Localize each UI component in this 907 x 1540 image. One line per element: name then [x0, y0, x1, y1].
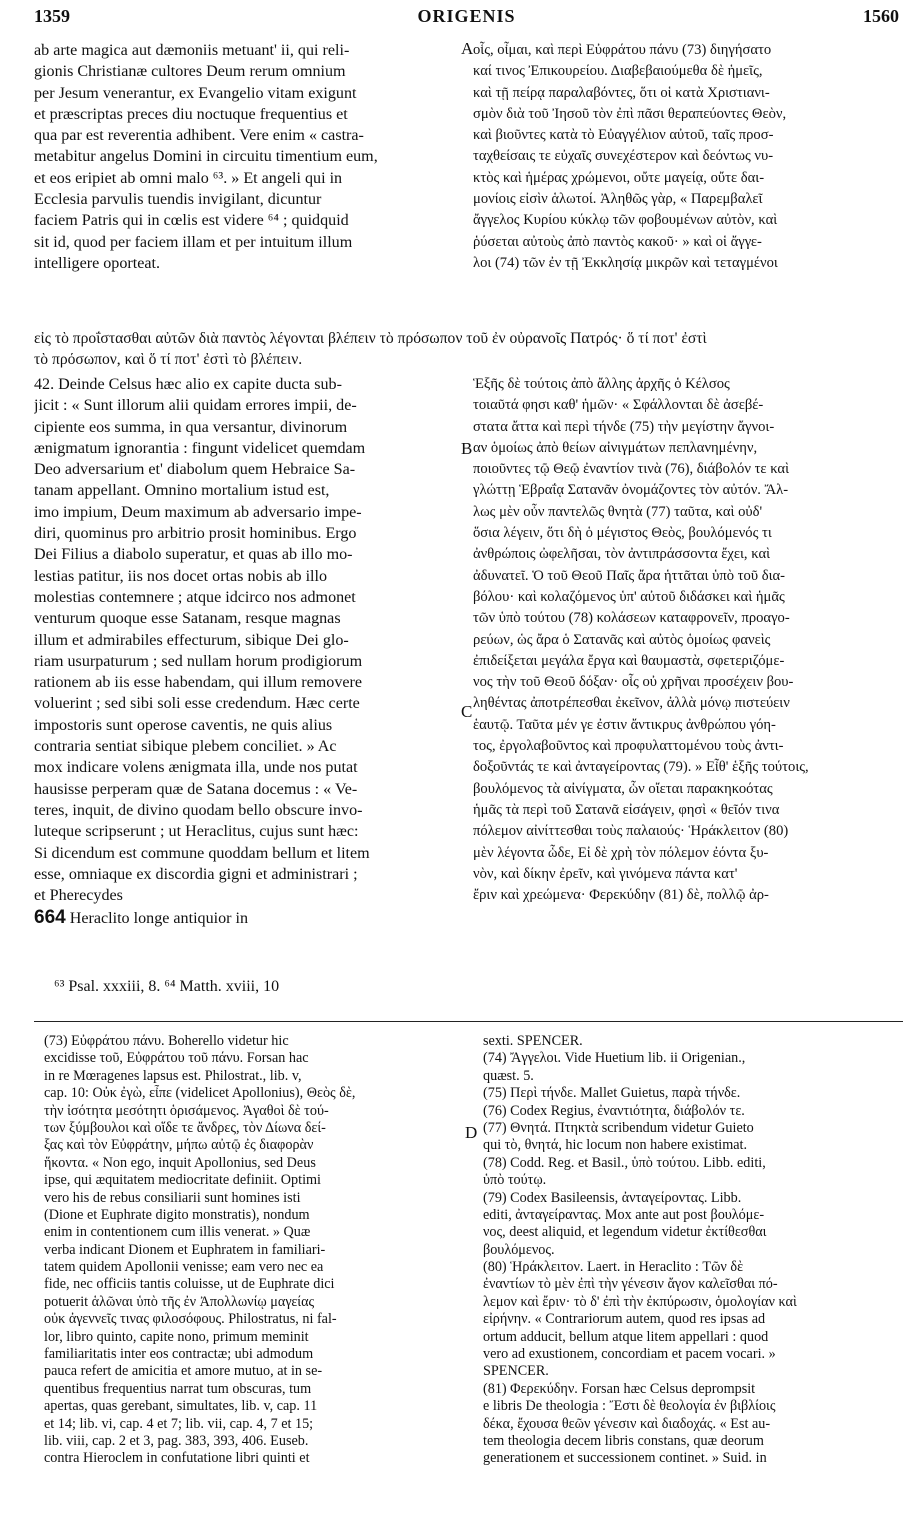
text-line: fide, nec officiis tantis coluisse, ut de Euphrate dici [44, 1276, 335, 1293]
text-line: impostoris sunt operose caventis, ne quis alius [34, 716, 333, 734]
text-line: ἐπιδείξεται μεγάλα ἔργα καὶ θαυμαστὰ, σφετεριζόμε- [473, 652, 785, 669]
text-line: των ξύμβουλοι καὶ οἵδε τε ἄνδρες, τὸν Δίωνα δεί- [44, 1119, 326, 1136]
text-line: οἷς, οἶμαι, καὶ περὶ Εὐφράτου πάνυ (73) διηγήσατο [473, 42, 772, 58]
text-line: τὸ πρόσωπον, καὶ ὅ τί ποτ' ἐστὶ τὸ βλέπειν. [34, 351, 303, 368]
text-line: contraria sentiat sibique plebem conciliet. » Ac [34, 738, 337, 756]
text-line: quentibus frequentius narrat tum obscuras, tum [44, 1380, 312, 1397]
text-line: tatem quidem Apollonii venisse; eam vero nec ea [44, 1259, 324, 1276]
text-line: intelligere oporteat. [34, 254, 161, 272]
notes-left-column [44, 1033, 454, 1468]
text-line: ὅσια λέγειν, ὅτι δὴ ὁ μέγιστος Θεὸς, βουλόμενός τι [473, 525, 772, 542]
text-line: ληθέντας ἀποτρέπεσθαι ἐκεῖνον, ἀλλὰ μόνῳ πιστεύειν [473, 695, 790, 712]
text-line: καὶ βιοῦντες κατὰ τὸ Εὐαγγέλιον αὐτοῦ, ταῖς προσ- [473, 127, 774, 144]
text-line: vero his de rebus consiliarii sunt homines isti [44, 1189, 301, 1206]
text-line: ἐναντίων τὸ μὲν ἐπὶ τὴν γένεσιν ἄγον καλεῖσθαι πό- [483, 1276, 778, 1293]
text-line: SPENCER. [483, 1363, 549, 1380]
text-line: riam usurpaturum ; sed nullam horum prodigiorum [34, 652, 363, 670]
text-line: (78) Codd. Reg. et Basil., ὑπὸ τούτου. Libb. editi, [483, 1154, 766, 1171]
text-line: editi, ἀνταγείραντας. Mox ante aut post βουλόμε- [483, 1206, 765, 1223]
text-line: βόλου· καὶ κολαζόμενος ὑπ' αὐτοῦ διδάσκει καὶ ἡμᾶς [473, 588, 785, 605]
text-line: ποιοῦντες τῷ Θεῷ ἐναντίον τινὰ (76), διάβολόν τε καὶ [473, 461, 790, 478]
text-line: ἑαυτῷ. Ταῦτα μέν γε ἐστιν ἄντικρυς ἀνθρώπου γόη- [473, 716, 776, 733]
text-line: rationem ab iis esse habendam, qui illum removere [34, 674, 363, 692]
text-line: (73) Εὐφράτου πάνυ. Boherello videtur hic [44, 1033, 289, 1049]
scripture-footnotes: ⁶³ Psal. xxxiii, 8. ⁶⁴ Matth. xviii, 10 [54, 978, 280, 995]
text-line: ipse, qui æquitatem mediocritate definiit. Optimi [44, 1172, 321, 1189]
text-line: molestias contemnere ; atque idcirco nos admonet [34, 588, 356, 606]
text-line: ἔριν καὶ χρεώμενα· Φερεκύδην (81) δὲ, πολλῷ ἀρ- [473, 887, 769, 904]
text-line: familiaritatis inter eos contractæ; ubi admodum [44, 1346, 314, 1363]
text-line: esse, omniaque ex discordia gigni et administrari ; [34, 865, 358, 883]
text-line: εἰρήνην. « Contrariorum autem, quod res ipsas ad [483, 1311, 766, 1328]
text-line: generationem et successionem continet. » Suid. in [483, 1450, 767, 1467]
section-marker-c: C [461, 702, 473, 721]
text-line: οὐκ ἀγεννεῖς τινας φιλοσόφους. Philostratus, ni fal- [44, 1311, 337, 1328]
text-line: τοιαῦτά φησι καθ' ἡμῶν· « Σφάλλονται δὲ ἀσεβέ- [473, 397, 764, 414]
text-line: σμὸν διὰ τοῦ Ἰησοῦ τὸν ἐπὶ πᾶσι θεραπεύοντες Θεὸν, [473, 105, 787, 122]
text-line: (74) Ἄγγελοι. Vide Huetium lib. ii Origenian., [483, 1050, 746, 1067]
text-line: jicit : « Sunt illorum alii quidam errores impii, de- [34, 397, 357, 415]
notes-right-column [483, 1033, 903, 1468]
text-line: in re Mœragenes lapsus est. Philostrat., lib. v, [44, 1067, 302, 1084]
text-line: et eos eripiet ab omni malo ⁶³. » Et angeli qui in [34, 169, 343, 187]
text-line: et 14; lib. vi, cap. 4 et 7; lib. vii, cap. 4, 7 et 15; [44, 1415, 314, 1432]
text-line: ἀνθρώποις ὠφελῆσαι, τὸν ἀντιπράσσοντα ἔχει, καὶ [473, 546, 771, 563]
text-line: μονίοις εἰσὶν ἁλωτοί. Ἀληθῶς γὰρ, « Παρεμβαλεῖ [473, 191, 763, 208]
text-line: τος, ἐργολαβοῦντος καὶ προφυλαττομένου τοὺς ἀντι- [473, 738, 784, 755]
text-line: gionis Christianæ cultores Deum rerum omnium [34, 63, 346, 81]
text-line: (80) Ἡράκλειτον. Laert. in Heraclito : Τῶν δὲ [483, 1259, 744, 1276]
text-line: e libris De theologia : Ἔστι δὲ θεολογία ἐν βιβλίοις [483, 1398, 776, 1415]
text-line: Deo adversarium et' diabolum quem Hebraice Sa- [34, 461, 356, 479]
text-line: αν ὁμοίως ἀπὸ θείων αἰνιγμάτων πεπλανημένην, [473, 439, 758, 456]
text-line: (79) Codex Basileensis, ἀνταγείροντας. Libb. [483, 1189, 742, 1206]
text-line: ταχθείσαις τε εὐχαῖς συνεχέστερον καὶ δεόντως νυ- [473, 148, 774, 165]
text-line: tanam appellant. Omnino mortalium istud est, [34, 482, 330, 500]
text-line: Ἑξῆς δὲ τούτοις ἀπὸ ἄλλης ἀρχῆς ὁ Κέλσος [473, 376, 730, 392]
text-line: diri, quominus pro arbitrio prosit hominibus. Ergo [34, 525, 357, 543]
text-line: contra Hieroclem in confutatione libri quinti et [44, 1450, 310, 1467]
text-line: τῶν ὑπὸ τούτου (78) κολάσεων καταφρονεῖν, προαγο- [473, 610, 790, 627]
text-line: στατα ἄττα καὶ περὶ τήνδε (75) τὴν μεγίστην ἄγνοι- [473, 418, 775, 435]
greek-full-width-lines [34, 328, 903, 370]
text-line: Si dicendum est commune quoddam bellum et litem [34, 844, 370, 862]
text-line: ξας καὶ τὸν Εὐφράτην, μήπω αὐτῷ ἐς διαφορὰν [44, 1137, 314, 1154]
text-line: cap. 10: Οὐκ ἐγὼ, εἶπε (videlicet Apollonius), Θεὸς δὲ, [44, 1085, 356, 1102]
text-line: sit id, quod per faciem illam et per intuitum illum [34, 233, 353, 251]
text-line: (81) Φερεκύδην. Forsan hæc Celsus deprompsit [483, 1380, 756, 1397]
text-line: faciem Patris qui in cœlis est videre ⁶⁴ ; quidquid [34, 212, 349, 230]
text-line: κτὸς καὶ ἡμέρας χρώμενοι, οὔτε μαγείᾳ, οὔτε δαι- [473, 169, 765, 186]
text-line: voluerint ; sed sibi soli esse credendum. Hæc certe [34, 695, 360, 713]
text-line: βουλόμενος τὰ αἰνίγματα, ὧν οἴεται παρακηκοότας [473, 780, 773, 797]
section-marker-b: B [461, 439, 473, 458]
column-number: 664 [34, 906, 66, 928]
text-line: qui τὸ, θνητά, hic locum non habere existimat. [483, 1137, 748, 1154]
text-line: ἄγγελος Κυρίου κύκλῳ τῶν φοβουμένων αὐτὸν, καὶ [473, 212, 778, 229]
text-line: (Dione et Euphrate digito monstratis), nondum [44, 1206, 310, 1223]
text-line: Ecclesia parvulis tuendis invigilant, dicuntur [34, 191, 322, 209]
text-line: apertas, quas gerebant, simultates, lib. v, cap. 11 [44, 1398, 318, 1415]
text-line: δέκα, ἔχουσα θεῶν γένεσιν καὶ διαδοχάς. « Est au- [483, 1415, 771, 1432]
text-line: (76) Codex Regius, ἐναντιότητα, διάβολόν τε. [483, 1102, 745, 1119]
notes-divider [34, 1021, 903, 1022]
text-line: lestias patitur, iis nos docet ortas nobis ab illo [34, 567, 328, 585]
text-line: metabitur angelus Domini in circuitu timentium eum, [34, 148, 378, 166]
text-line: ὑπὸ τούτῳ. [483, 1172, 547, 1189]
text-line: ἡμᾶς τὰ περὶ τοῦ Σατανᾶ εἰσάγειν, φησὶ « θεῖόν τινα [473, 801, 780, 818]
text-line: teres, inquit, de divino quodam bello obscure invo- [34, 801, 363, 819]
text-line: νος, deest aliquid, et legendum videtur ἐκτίθεσθαι [483, 1224, 767, 1241]
text-line: luteque scripserunt ; ut Heraclitus, cujus sunt hæc: [34, 823, 359, 841]
greek-column-top [473, 40, 903, 274]
text-line: μὲν λέγοντα ὧδε, Εἰ δὲ χρὴ τὸν πόλεμον ἐόντα ξυ- [473, 844, 769, 861]
text-line: quæst. 5. [483, 1067, 534, 1084]
text-line: ρεύων, ὡς ἄρα ὁ Σατανᾶς καὶ αὐτὸς ὁμοίως φανεὶς [473, 631, 771, 648]
latin-column-main [34, 374, 454, 906]
text-line: per Jesum venerantur, ex Evangelio vitam exigunt [34, 84, 357, 102]
text-line: vero ad exustionem, concordiam et pacem vocari. » [483, 1346, 776, 1363]
text-line: tem theologia decem libris constans, quæ deorum [483, 1432, 764, 1449]
latin-last-line [34, 907, 454, 928]
text-line: hausisse perperam quæ de Satana docemus : « Ve- [34, 780, 358, 798]
latin-last-line-tail: Heraclito longe antiquior in [69, 909, 249, 927]
text-line: τὴν ἰσότητα μεσότητι ὁρισάμενος. Ἀγαθοὶ δὲ τού- [44, 1102, 329, 1119]
text-line: ænigmatum ignorantia : fingunt videlicet quemdam [34, 439, 366, 457]
text-line: ortum adducit, bellum atque litem appellari : quod [483, 1328, 769, 1345]
text-line: ab arte magica aut dæmoniis metuant' ii, qui reli- [34, 42, 350, 59]
text-line: νος τὴν τοῦ Θεοῦ δόξαν· οἷς οὐ χρῆναι προσέχειν βου- [473, 674, 794, 691]
text-line: καί τινος Ἐπικουρείου. Διαβεβαιούμεθα δὲ ἡμεῖς, [473, 63, 763, 80]
text-line: νὸν, καὶ δίκην ἐρεῖν, καὶ γινόμενα πάντα κατ' [473, 865, 738, 882]
text-line: potuerit ἁλῶναι ὑπὸ τῆς ἐν Ἀπολλωνίῳ μαγείας [44, 1293, 315, 1310]
latin-column-top [34, 40, 454, 274]
text-line: mox indicare volens ænigmata illa, unde nos putat [34, 759, 358, 777]
text-line: et præscriptas preces diu noctuque frequentius et [34, 105, 348, 123]
page-header [34, 6, 899, 32]
greek-column-main [473, 374, 903, 906]
text-line: verba indicant Dionem et Euphratem in familiari- [44, 1241, 326, 1258]
text-line: ῥύσεται αὐτοὺς ἀπὸ παντὸς κακοῦ· » καὶ οἱ ἄγγε- [473, 233, 762, 250]
page-number-right: 1560 [863, 6, 899, 26]
text-line: 42. Deinde Celsus hæc alio ex capite ducta sub- [34, 376, 342, 393]
text-line: λως μὲν οὖν παντελῶς θνητὰ (77) ταῦτα, καὶ οὐδ' [473, 503, 763, 520]
text-line: δοξοῦντάς τε καὶ ἀνταγείροντας (79). » Εἶθ' ἑξῆς τούτοις, [473, 759, 809, 776]
text-line: Dei Filius a diabolo superatur, et quas ab illo mo- [34, 546, 353, 564]
text-line: λεμον καὶ ἔριν· τὸ δ' ἐπὶ τὴν ἐκπύρωσιν, ὁμολογίαν καὶ [483, 1293, 797, 1310]
text-line: et Pherecydes [34, 887, 123, 905]
text-line: ἀδυνατεῖ. Ὁ τοῦ Θεοῦ Παῖς ἄρα ἡττᾶται ὑπὸ τοῦ δια- [473, 567, 786, 584]
text-line: sexti. SPENCER. [483, 1033, 583, 1049]
text-line: pauca refert de amicitia et amore mutuo, at in se- [44, 1363, 323, 1380]
text-line: πόλεμον αἰνίττεσθαι τοὺς παλαιούς· Ἡράκλειτον (80) [473, 823, 789, 840]
text-line: (75) Περὶ τήνδε. Mallet Guietus, παρὰ τήνδε. [483, 1085, 741, 1102]
text-line: qua par est reverentia adhibent. Vere enim « castra- [34, 127, 364, 145]
text-line: imo impium, Deum maximum ab adversario impe- [34, 503, 362, 521]
text-line: lib. viii, cap. 2 et 3, pag. 383, 393, 406. Euseb. [44, 1432, 309, 1449]
text-line: (77) Θνητά. Πτηκτὰ scribendum videtur Guieto [483, 1119, 754, 1136]
text-line: γλώττῃ Ἑβραΐᾳ Σατανᾶν ὀνομάζοντες τὸν αὐτόν. Ἄλ- [473, 482, 789, 499]
page-number-left: 1359 [34, 6, 70, 26]
text-line: εἰς τὸ προΐστασθαι αὐτῶν διὰ παντὸς λέγονται βλέπειν τὸ πρόσωπον τοῦ ἐν οὐρανοῖς Πατρός· ὅ τί ποτ' ἐστὶ [34, 330, 707, 347]
text-line: excidisse τοῦ, Εὐφράτου τοῦ πάνυ. Forsan hac [44, 1050, 309, 1067]
text-line: καὶ τῇ πείρᾳ παραλαβόντες, ὅτι οἱ κατὰ Χριστιανι- [473, 84, 770, 101]
text-line: cipiente eos summa, in qua versantur, divinorum [34, 418, 348, 436]
text-line: enim in contentionem cum illis venerat. » Quæ [44, 1224, 311, 1241]
section-marker-a: A [461, 39, 474, 58]
text-line: venturum quoque esse Satanam, resque magnas [34, 610, 341, 628]
text-line: illum et admirabiles effecturum, sibique Dei glo- [34, 631, 349, 649]
text-line: βουλόμενος. [483, 1241, 555, 1258]
section-marker-d: D [465, 1123, 478, 1142]
text-line: λοι (74) τῶν ἐν τῇ Ἐκκλησίᾳ μικρῶν καὶ τεταγμένοι [473, 254, 778, 271]
text-line: lor, libro quinto, capite nono, primum meminit [44, 1328, 309, 1345]
running-title: ORIGENIS [417, 6, 516, 26]
text-line: ἥκοντα. « Non ego, inquit Apollonius, sed Deus [44, 1154, 316, 1171]
